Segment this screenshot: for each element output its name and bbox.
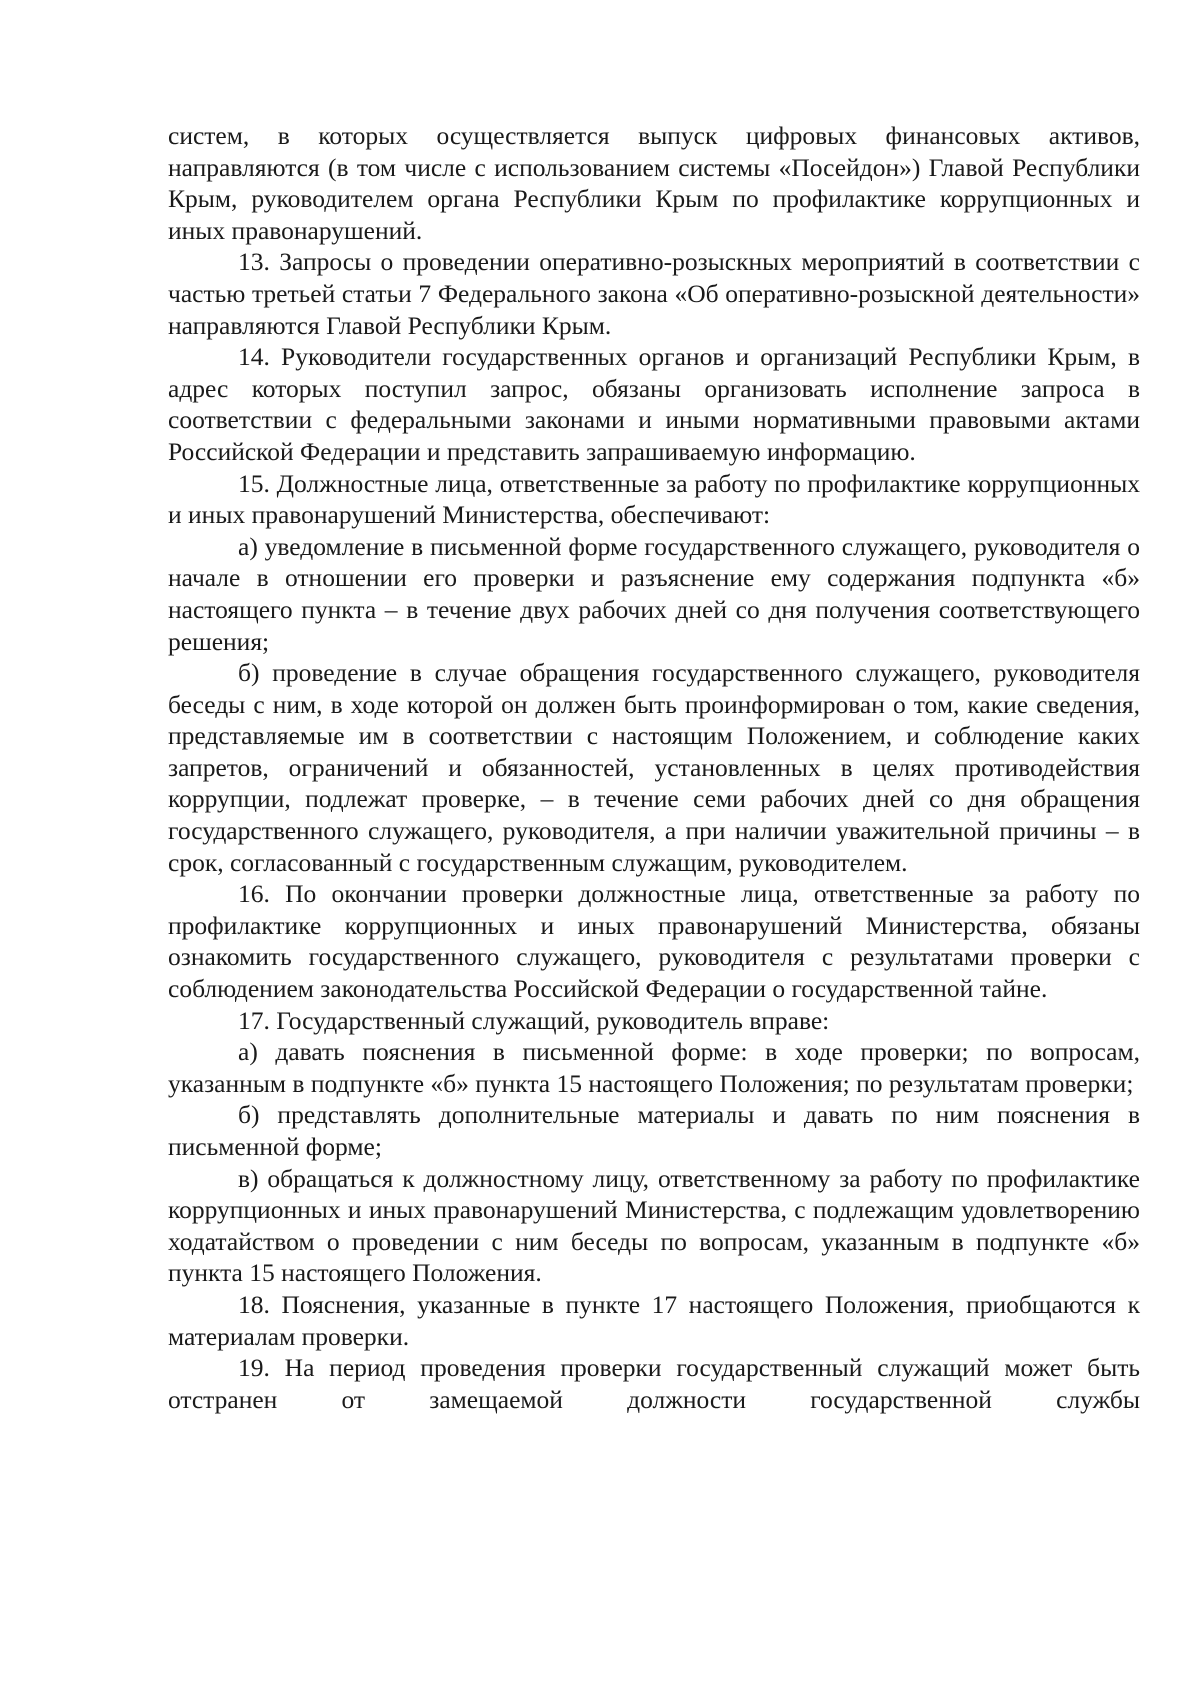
paragraph-17-a: а) давать пояснения в письменной форме: в ходе проверки; по вопросам, указанным в подпункте «б» пункта 15 настоящего Положения; по результатам проверки; [168, 1037, 1140, 1098]
paragraph-16: 16. По окончании проверки должностные лица, ответственные за работу по профилактике коррупционных и иных правонарушений Министерства, обязаны ознакомить государственного служащего, руководителя с результатами проверки с соблюдением законодательства Российской Федерации о государственной тайне. [168, 879, 1140, 1004]
paragraph-18: 18. Пояснения, указанные в пункте 17 настоящего Положения, приобщаются к материалам проверки. [168, 1289, 1140, 1351]
paragraph-17: 17. Государственный служащий, руководитель вправе: [238, 1005, 830, 1035]
document-body [168, 120, 1140, 1415]
paragraph-14: 14. Руководители государственных органов и организаций Республики Крым, в адрес которых поступил запрос, обязаны организовать исполнение запроса в соответствии с федеральными законами и иными нормативными правовыми актами Российской Федерации и представить запрашиваемую информацию. [168, 342, 1140, 466]
paragraph-15-a: а) уведомление в письменной форме государственного служащего, руководителя о начале в отношении его проверки и разъяснение ему содержания подпункта «б» настоящего пункта – в течение двух рабочих дней со дня получения соответствующего решения; [168, 531, 1140, 656]
paragraph-15-b: б) проведение в случае обращения государственного служащего, руководителя беседы с ним, в ходе которой он должен быть проинформирован о том, какие сведения, представляемые им в соответствии с настоящим Положением, и соблюдение каких запретов, ограничений и обязанностей, установленных в целях противодействия коррупции, подлежат проверке, – в течение семи рабочих дней со дня обращения государственного служащего, руководителя, а при наличии уважительной причины – в срок, согласованный с государственным служащим, руководителем. [168, 658, 1140, 877]
paragraph-17-v: в) обращаться к должностному лицу, ответственному за работу по профилактике коррупционных и иных правонарушений Министерства, с подлежащим удовлетворению ходатайством о проведении с ним беседы по вопросам, указанным в подпункте «б» пункта 15 настоящего Положения. [168, 1163, 1140, 1288]
paragraph-continuation: систем, в которых осуществляется выпуск цифровых финансовых активов, направляются (в том числе с использованием системы «Посейдон») Главой Республики Крым, руководителем органа Республики Крым по профилактике коррупционных и иных правонарушений. [168, 121, 1140, 245]
paragraph-19: 19. На период проведения проверки государственный служащий может быть отстранен от замещаемой должности государственной службы [168, 1353, 1140, 1414]
paragraph-15: 15. Должностные лица, ответственные за работу по профилактике коррупционных и иных правонарушений Министерства, обеспечивают: [168, 468, 1140, 530]
paragraph-17-b: б) представлять дополнительные материалы и давать по ним пояснения в письменной форме; [168, 1100, 1140, 1161]
paragraph-13: 13. Запросы о проведении оперативно-розыскных мероприятий в соответствии с частью третьей статьи 7 Федерального закона «Об оперативно-розыскной деятельности» направляются Главой Республики Крым. [168, 247, 1140, 340]
